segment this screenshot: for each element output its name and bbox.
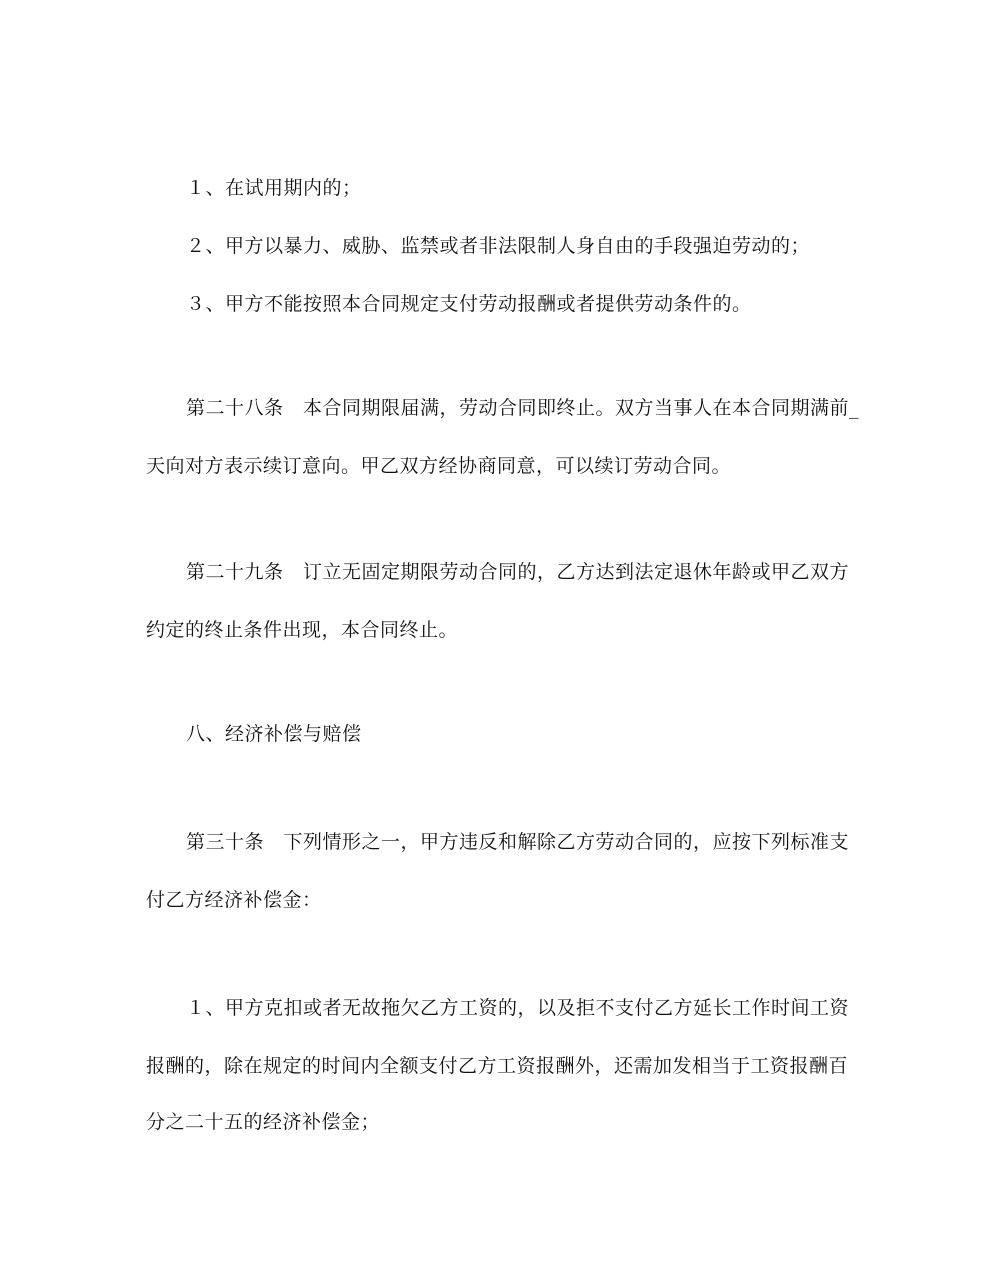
article-30-line-1: 第三十条 下列情形之一，甲方违反和解除乙方劳动合同的，应按下列标准支 bbox=[186, 831, 850, 853]
list-b-item-1-line-1: １、甲方克扣或者无故拖欠乙方工资的，以及拒不支付乙方延长工作时间工资 bbox=[186, 997, 850, 1019]
article-29-line-1: 第二十九条 订立无固定期限劳动合同的，乙方达到法定退休年龄或甲乙双方 bbox=[186, 561, 850, 583]
article-29-line-2: 约定的终止条件出现，本合同终止。 bbox=[146, 619, 459, 641]
article-30-line-2: 付乙方经济补偿金： bbox=[146, 889, 322, 911]
article-28-line-1: 第二十八条 本合同期限届满，劳动合同即终止。双方当事人在本合同期满前_ bbox=[186, 397, 860, 419]
list-item-3: ３、甲方不能按照本合同规定支付劳动报酬或者提供劳动条件的。 bbox=[186, 293, 752, 315]
section-heading: 八、经济补偿与赔偿 bbox=[186, 723, 362, 745]
list-item-1: １、在试用期内的； bbox=[186, 177, 362, 199]
article-28-line-2: 天向对方表示续订意向。甲乙双方经协商同意，可以续订劳动合同。 bbox=[146, 455, 732, 477]
list-b-item-1-line-2: 报酬的，除在规定的时间内全额支付乙方工资报酬外，还需加发相当于工资报酬百 bbox=[146, 1055, 849, 1077]
list-item-2: ２、甲方以暴力、威胁、监禁或者非法限制人身自由的手段强迫劳动的； bbox=[186, 235, 811, 257]
list-b-item-1-line-3: 分之二十五的经济补偿金； bbox=[146, 1111, 381, 1133]
